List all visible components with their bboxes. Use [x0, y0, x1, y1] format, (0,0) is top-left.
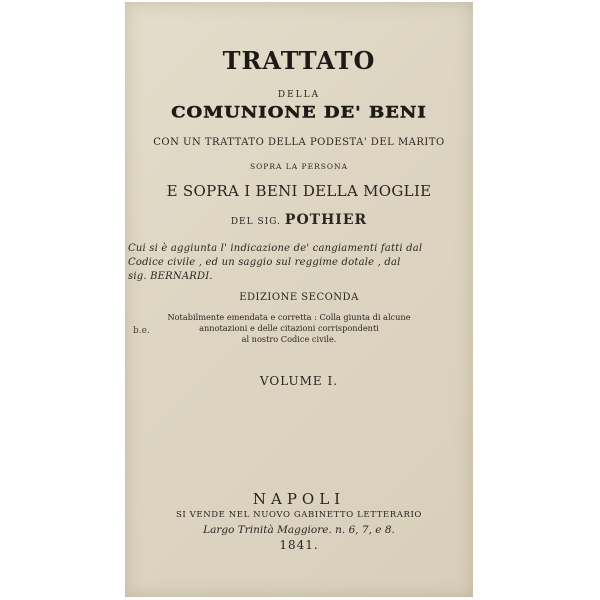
edition-note: [154, 312, 424, 345]
imprint-year: 1841.: [279, 538, 319, 552]
author-prefix: DEL SIG.: [230, 217, 281, 227]
edition-line: EDIZIONE SECONDA: [239, 292, 359, 303]
book-title: TRATTATO: [222, 46, 376, 75]
subtitle-comunione: COMUNIONE DE' BENI: [171, 103, 427, 122]
imprint-city: NAPOLI: [252, 490, 346, 508]
edition-note-line-3: al nostro Codice civile.: [241, 334, 337, 344]
additions-line-3-text: sig.: [128, 271, 151, 282]
additions-note: [128, 242, 428, 284]
edition-note-line-1: Notabilmente emendata e corretta : Colla giunta di alcune: [167, 312, 411, 322]
margin-mark: b.e.: [133, 326, 150, 336]
author-line: [125, 212, 473, 228]
editor-name: BERNARDI.: [150, 271, 213, 282]
subtitle-trattato-podesta: CON UN TRATTATO DELLA PODESTA' DEL MARITO: [153, 137, 445, 148]
title-page: [125, 2, 473, 597]
subtitle-sopra-beni: E SOPRA I BENI DELLA MOGLIE: [166, 182, 432, 200]
author-name: POTHIER: [284, 212, 368, 228]
additions-line-2: Codice civile , ed un saggio sul reggime dotale , dal: [128, 257, 401, 268]
subtitle-della: DELLA: [277, 90, 321, 100]
edition-note-line-2: annotazioni e delle citazioni corrispondenti: [199, 323, 379, 333]
subtitle-sopra-persona: SOPRA LA PERSONA: [250, 162, 348, 171]
imprint-seller: SI VENDE NEL NUOVO GABINETTO LETTERARIO: [175, 510, 422, 520]
additions-line-1: Cui si è aggiunta l' indicazione de' cangiamenti fatti dal: [128, 243, 423, 254]
volume-line: VOLUME I.: [259, 374, 339, 388]
imprint-address: Largo Trinità Maggiore. n. 6, 7, e 8.: [203, 524, 395, 536]
additions-line-3: [128, 270, 428, 284]
